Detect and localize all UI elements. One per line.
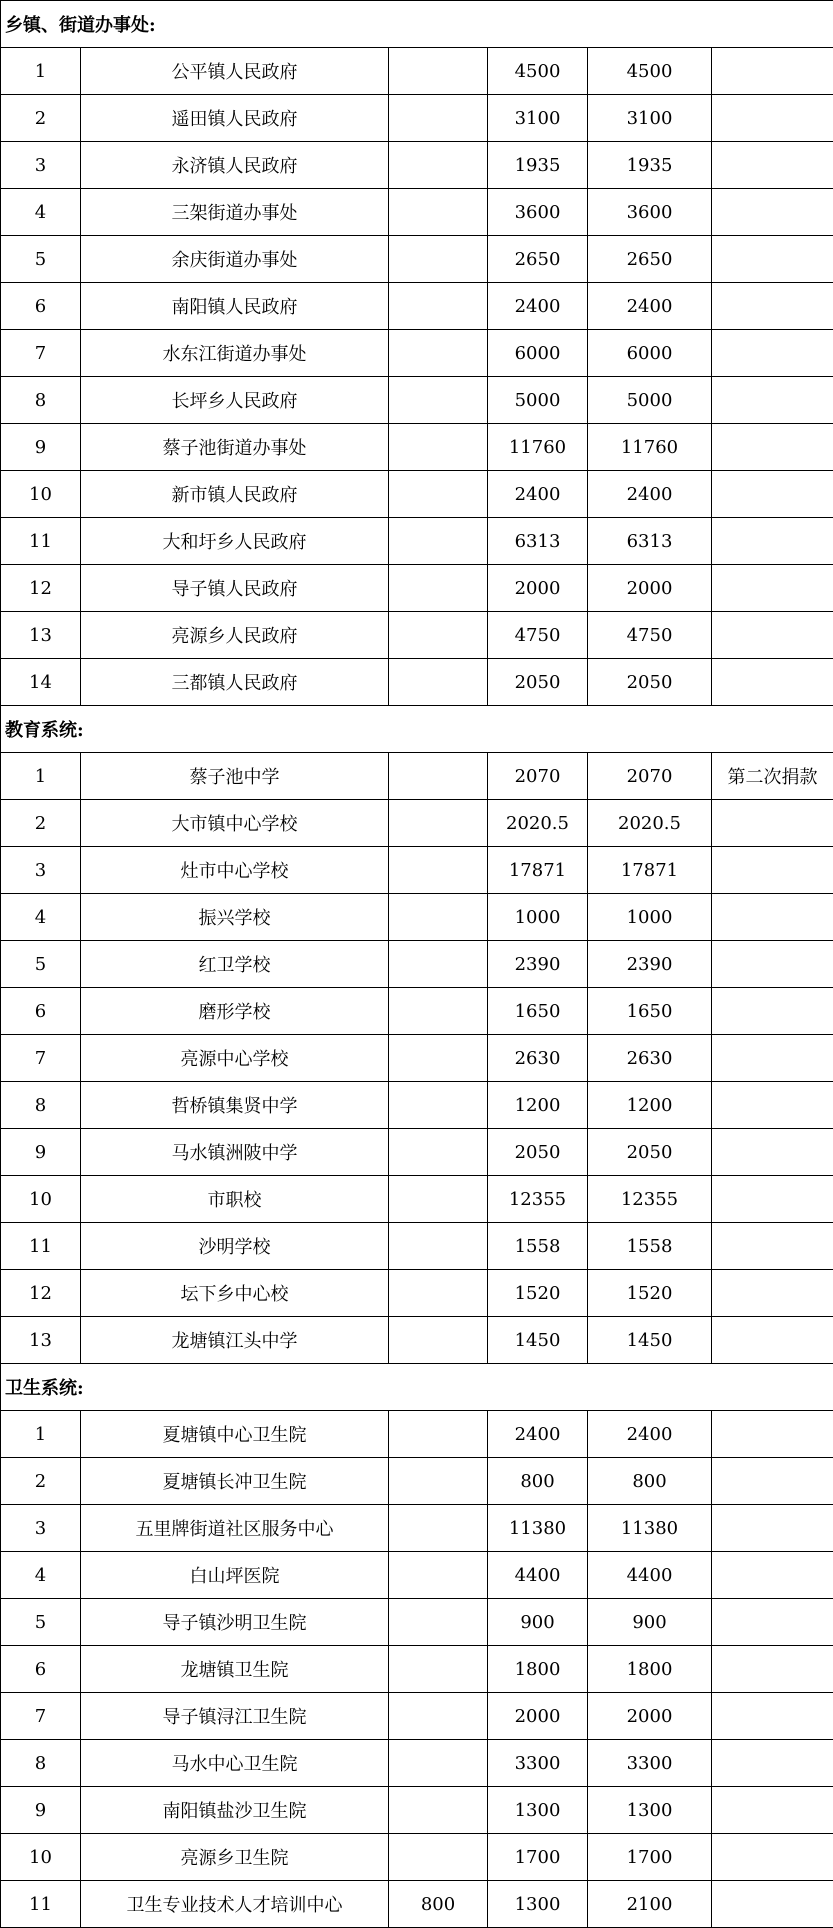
amount-a-cell (389, 800, 488, 847)
total-cell: 5000 (588, 377, 712, 424)
unit-name-cell: 磨形学校 (81, 988, 389, 1035)
amount-a-cell (389, 659, 488, 706)
remark-cell (712, 612, 833, 659)
row-number-cell: 1 (1, 753, 81, 800)
total-cell: 1650 (588, 988, 712, 1035)
section-title: 卫生系统: (1, 1364, 833, 1411)
row-number-cell: 13 (1, 1317, 81, 1364)
remark-cell (712, 1740, 833, 1787)
total-cell: 1800 (588, 1646, 712, 1693)
amount-a-cell (389, 1834, 488, 1881)
row-number-cell: 2 (1, 1458, 81, 1505)
amount-a-cell (389, 1129, 488, 1176)
amount-b-cell: 2020.5 (488, 800, 588, 847)
amount-b-cell: 3100 (488, 95, 588, 142)
table-row (1, 753, 833, 800)
table-row (1, 1270, 833, 1317)
row-number-cell: 2 (1, 95, 81, 142)
amount-a-cell (389, 1505, 488, 1552)
unit-name-cell: 导子镇人民政府 (81, 565, 389, 612)
amount-a-cell (389, 941, 488, 988)
amount-a-cell (389, 1740, 488, 1787)
amount-b-cell: 12355 (488, 1176, 588, 1223)
table-row (1, 1740, 833, 1787)
amount-a-cell (389, 283, 488, 330)
amount-b-cell: 2050 (488, 659, 588, 706)
table-row (1, 189, 833, 236)
unit-name-cell: 振兴学校 (81, 894, 389, 941)
remark-cell (712, 1505, 833, 1552)
unit-name-cell: 大和圩乡人民政府 (81, 518, 389, 565)
unit-name-cell: 红卫学校 (81, 941, 389, 988)
remark-cell (712, 800, 833, 847)
table-row (1, 1082, 833, 1129)
remark-cell (712, 1787, 833, 1834)
total-cell: 6313 (588, 518, 712, 565)
unit-name-cell: 马水镇洲陂中学 (81, 1129, 389, 1176)
row-number-cell: 7 (1, 330, 81, 377)
unit-name-cell: 五里牌街道社区服务中心 (81, 1505, 389, 1552)
table-row (1, 1787, 833, 1834)
unit-name-cell: 亮源中心学校 (81, 1035, 389, 1082)
total-cell: 11380 (588, 1505, 712, 1552)
remark-cell (712, 518, 833, 565)
row-number-cell: 7 (1, 1693, 81, 1740)
remark-cell (712, 1082, 833, 1129)
amount-b-cell: 2070 (488, 753, 588, 800)
total-cell: 1300 (588, 1787, 712, 1834)
unit-name-cell: 市职校 (81, 1176, 389, 1223)
remark-cell (712, 95, 833, 142)
amount-a-cell (389, 1787, 488, 1834)
remark-cell (712, 1035, 833, 1082)
remark-cell (712, 1693, 833, 1740)
amount-b-cell: 2390 (488, 941, 588, 988)
row-number-cell: 6 (1, 283, 81, 330)
total-cell: 2070 (588, 753, 712, 800)
total-cell: 11760 (588, 424, 712, 471)
table-body (1, 1, 833, 1928)
amount-a-cell (389, 894, 488, 941)
unit-name-cell: 沙明学校 (81, 1223, 389, 1270)
row-number-cell: 4 (1, 894, 81, 941)
unit-name-cell: 蔡子池中学 (81, 753, 389, 800)
amount-a-cell (389, 1270, 488, 1317)
row-number-cell: 9 (1, 1787, 81, 1834)
amount-b-cell: 1520 (488, 1270, 588, 1317)
table-row (1, 1176, 833, 1223)
table-row (1, 1552, 833, 1599)
amount-b-cell: 6000 (488, 330, 588, 377)
unit-name-cell: 龙塘镇卫生院 (81, 1646, 389, 1693)
remark-cell (712, 48, 833, 95)
remark-cell (712, 142, 833, 189)
total-cell: 2050 (588, 659, 712, 706)
amount-a-cell (389, 48, 488, 95)
amount-b-cell: 2400 (488, 283, 588, 330)
amount-b-cell: 4400 (488, 1552, 588, 1599)
amount-b-cell: 1300 (488, 1787, 588, 1834)
amount-a-cell (389, 1223, 488, 1270)
row-number-cell: 9 (1, 424, 81, 471)
unit-name-cell: 导子镇沙明卫生院 (81, 1599, 389, 1646)
row-number-cell: 8 (1, 1082, 81, 1129)
total-cell: 6000 (588, 330, 712, 377)
unit-name-cell: 蔡子池街道办事处 (81, 424, 389, 471)
amount-b-cell: 2650 (488, 236, 588, 283)
section-header-row (1, 1, 833, 48)
unit-name-cell: 南阳镇人民政府 (81, 283, 389, 330)
remark-cell (712, 471, 833, 518)
total-cell: 12355 (588, 1176, 712, 1223)
row-number-cell: 6 (1, 1646, 81, 1693)
amount-a-cell (389, 1176, 488, 1223)
unit-name-cell: 遥田镇人民政府 (81, 95, 389, 142)
remark-cell (712, 1458, 833, 1505)
amount-a-cell (389, 377, 488, 424)
amount-b-cell: 4750 (488, 612, 588, 659)
amount-a-cell (389, 565, 488, 612)
total-cell: 4400 (588, 1552, 712, 1599)
unit-name-cell: 新市镇人民政府 (81, 471, 389, 518)
row-number-cell: 3 (1, 142, 81, 189)
row-number-cell: 10 (1, 471, 81, 518)
total-cell: 2400 (588, 471, 712, 518)
unit-name-cell: 哲桥镇集贤中学 (81, 1082, 389, 1129)
amount-a-cell (389, 424, 488, 471)
unit-name-cell: 公平镇人民政府 (81, 48, 389, 95)
unit-name-cell: 灶市中心学校 (81, 847, 389, 894)
row-number-cell: 11 (1, 1881, 81, 1928)
remark-cell (712, 1881, 833, 1928)
amount-a-cell (389, 471, 488, 518)
amount-b-cell: 1558 (488, 1223, 588, 1270)
table-row (1, 1834, 833, 1881)
total-cell: 2400 (588, 1411, 712, 1458)
row-number-cell: 3 (1, 847, 81, 894)
amount-a-cell (389, 518, 488, 565)
table-row (1, 565, 833, 612)
unit-name-cell: 永济镇人民政府 (81, 142, 389, 189)
total-cell: 2020.5 (588, 800, 712, 847)
total-cell: 3300 (588, 1740, 712, 1787)
row-number-cell: 8 (1, 1740, 81, 1787)
unit-name-cell: 三都镇人民政府 (81, 659, 389, 706)
amount-b-cell: 2400 (488, 471, 588, 518)
row-number-cell: 5 (1, 236, 81, 283)
table-row (1, 424, 833, 471)
unit-name-cell: 水东江街道办事处 (81, 330, 389, 377)
amount-b-cell: 17871 (488, 847, 588, 894)
amount-b-cell: 900 (488, 1599, 588, 1646)
amount-b-cell: 1200 (488, 1082, 588, 1129)
amount-b-cell: 11760 (488, 424, 588, 471)
row-number-cell: 12 (1, 1270, 81, 1317)
row-number-cell: 11 (1, 1223, 81, 1270)
unit-name-cell: 龙塘镇江头中学 (81, 1317, 389, 1364)
amount-a-cell (389, 1693, 488, 1740)
total-cell: 1000 (588, 894, 712, 941)
row-number-cell: 9 (1, 1129, 81, 1176)
section-title: 乡镇、街道办事处: (1, 1, 833, 48)
row-number-cell: 4 (1, 189, 81, 236)
section-header-row (1, 706, 833, 753)
table-row (1, 377, 833, 424)
remark-cell (712, 1317, 833, 1364)
amount-b-cell: 3600 (488, 189, 588, 236)
table-row (1, 1317, 833, 1364)
remark-cell (712, 236, 833, 283)
amount-b-cell: 6313 (488, 518, 588, 565)
row-number-cell: 4 (1, 1552, 81, 1599)
row-number-cell: 14 (1, 659, 81, 706)
table-row (1, 612, 833, 659)
unit-name-cell: 余庆街道办事处 (81, 236, 389, 283)
amount-b-cell: 1450 (488, 1317, 588, 1364)
total-cell: 3600 (588, 189, 712, 236)
remark-cell (712, 1129, 833, 1176)
table-row (1, 1223, 833, 1270)
table-row (1, 941, 833, 988)
table-row (1, 1129, 833, 1176)
table-row (1, 95, 833, 142)
amount-a-cell (389, 1411, 488, 1458)
total-cell: 2000 (588, 1693, 712, 1740)
remark-cell (712, 330, 833, 377)
amount-b-cell: 1935 (488, 142, 588, 189)
table-row (1, 800, 833, 847)
amount-a-cell (389, 753, 488, 800)
table-row (1, 1458, 833, 1505)
row-number-cell: 2 (1, 800, 81, 847)
remark-cell (712, 377, 833, 424)
unit-name-cell: 长坪乡人民政府 (81, 377, 389, 424)
row-number-cell: 1 (1, 48, 81, 95)
remark-cell (712, 1599, 833, 1646)
row-number-cell: 5 (1, 941, 81, 988)
total-cell: 2050 (588, 1129, 712, 1176)
amount-a-cell (389, 988, 488, 1035)
amount-a-cell (389, 1599, 488, 1646)
amount-a-cell (389, 330, 488, 377)
unit-name-cell: 导子镇浔江卫生院 (81, 1693, 389, 1740)
row-number-cell: 8 (1, 377, 81, 424)
amount-b-cell: 2630 (488, 1035, 588, 1082)
remark-cell (712, 424, 833, 471)
amount-a-cell (389, 95, 488, 142)
amount-a-cell (389, 1082, 488, 1129)
remark-cell (712, 847, 833, 894)
total-cell: 1200 (588, 1082, 712, 1129)
amount-a-cell (389, 236, 488, 283)
amount-a-cell (389, 1035, 488, 1082)
remark-cell (712, 659, 833, 706)
total-cell: 4500 (588, 48, 712, 95)
total-cell: 2400 (588, 283, 712, 330)
amount-b-cell: 1700 (488, 1834, 588, 1881)
amount-a-cell (389, 1646, 488, 1693)
amount-b-cell: 2050 (488, 1129, 588, 1176)
row-number-cell: 5 (1, 1599, 81, 1646)
table-row (1, 471, 833, 518)
amount-a-cell (389, 189, 488, 236)
total-cell: 2650 (588, 236, 712, 283)
amount-b-cell: 1000 (488, 894, 588, 941)
remark-cell (712, 1176, 833, 1223)
table-row (1, 283, 833, 330)
total-cell: 2000 (588, 565, 712, 612)
amount-b-cell: 1650 (488, 988, 588, 1035)
amount-b-cell: 1300 (488, 1881, 588, 1928)
remark-cell (712, 988, 833, 1035)
total-cell: 2390 (588, 941, 712, 988)
table-row (1, 1881, 833, 1928)
remark-cell: 第二次捐款 (712, 753, 833, 800)
amount-b-cell: 1800 (488, 1646, 588, 1693)
total-cell: 17871 (588, 847, 712, 894)
table-row (1, 236, 833, 283)
amount-b-cell: 5000 (488, 377, 588, 424)
table-row (1, 1505, 833, 1552)
total-cell: 1935 (588, 142, 712, 189)
remark-cell (712, 1270, 833, 1317)
remark-cell (712, 1646, 833, 1693)
amount-b-cell: 800 (488, 1458, 588, 1505)
amount-b-cell: 4500 (488, 48, 588, 95)
table-row (1, 1411, 833, 1458)
amount-b-cell: 2000 (488, 565, 588, 612)
amount-b-cell: 3300 (488, 1740, 588, 1787)
total-cell: 1558 (588, 1223, 712, 1270)
amount-b-cell: 2000 (488, 1693, 588, 1740)
unit-name-cell: 亮源乡人民政府 (81, 612, 389, 659)
row-number-cell: 10 (1, 1176, 81, 1223)
unit-name-cell: 三架街道办事处 (81, 189, 389, 236)
section-header-row (1, 1364, 833, 1411)
table-row (1, 1599, 833, 1646)
row-number-cell: 13 (1, 612, 81, 659)
remark-cell (712, 189, 833, 236)
remark-cell (712, 1223, 833, 1270)
section-title: 教育系统: (1, 706, 833, 753)
row-number-cell: 3 (1, 1505, 81, 1552)
unit-name-cell: 坛下乡中心校 (81, 1270, 389, 1317)
total-cell: 2100 (588, 1881, 712, 1928)
table-row (1, 894, 833, 941)
row-number-cell: 6 (1, 988, 81, 1035)
total-cell: 900 (588, 1599, 712, 1646)
amount-b-cell: 2400 (488, 1411, 588, 1458)
amount-a-cell (389, 1317, 488, 1364)
table-row (1, 48, 833, 95)
remark-cell (712, 1411, 833, 1458)
unit-name-cell: 亮源乡卫生院 (81, 1834, 389, 1881)
row-number-cell: 12 (1, 565, 81, 612)
table-row (1, 1646, 833, 1693)
row-number-cell: 7 (1, 1035, 81, 1082)
amount-a-cell (389, 1552, 488, 1599)
table-row (1, 518, 833, 565)
table-row (1, 1693, 833, 1740)
unit-name-cell: 卫生专业技术人才培训中心 (81, 1881, 389, 1928)
unit-name-cell: 大市镇中心学校 (81, 800, 389, 847)
unit-name-cell: 南阳镇盐沙卫生院 (81, 1787, 389, 1834)
total-cell: 4750 (588, 612, 712, 659)
total-cell: 2630 (588, 1035, 712, 1082)
total-cell: 1450 (588, 1317, 712, 1364)
row-number-cell: 11 (1, 518, 81, 565)
row-number-cell: 1 (1, 1411, 81, 1458)
amount-a-cell (389, 142, 488, 189)
remark-cell (712, 941, 833, 988)
unit-name-cell: 马水中心卫生院 (81, 1740, 389, 1787)
amount-a-cell (389, 847, 488, 894)
table-row (1, 847, 833, 894)
amount-a-cell (389, 612, 488, 659)
remark-cell (712, 565, 833, 612)
unit-name-cell: 夏塘镇中心卫生院 (81, 1411, 389, 1458)
table-row (1, 1035, 833, 1082)
remark-cell (712, 894, 833, 941)
total-cell: 800 (588, 1458, 712, 1505)
amount-a-cell (389, 1458, 488, 1505)
table-row (1, 659, 833, 706)
table-row (1, 142, 833, 189)
amount-a-cell: 800 (389, 1881, 488, 1928)
amount-b-cell: 11380 (488, 1505, 588, 1552)
row-number-cell: 10 (1, 1834, 81, 1881)
remark-cell (712, 283, 833, 330)
table-row (1, 330, 833, 377)
unit-name-cell: 白山坪医院 (81, 1552, 389, 1599)
table-row (1, 988, 833, 1035)
remark-cell (712, 1834, 833, 1881)
total-cell: 3100 (588, 95, 712, 142)
remark-cell (712, 1552, 833, 1599)
total-cell: 1520 (588, 1270, 712, 1317)
unit-name-cell: 夏塘镇长冲卫生院 (81, 1458, 389, 1505)
total-cell: 1700 (588, 1834, 712, 1881)
